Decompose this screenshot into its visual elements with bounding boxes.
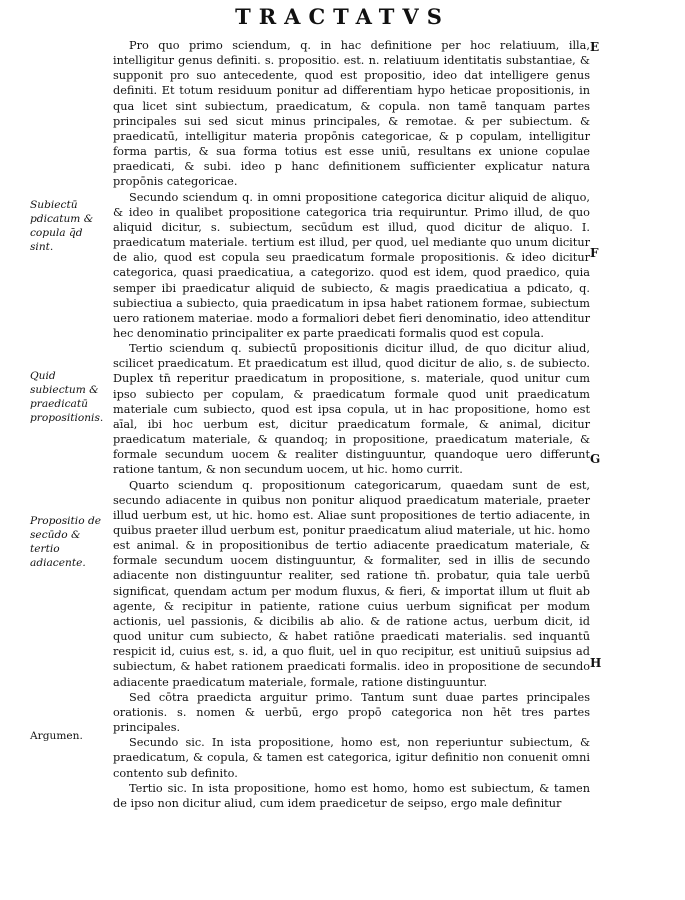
margin-letter-g: G [590,452,601,466]
margin-letter-h: H [590,656,602,670]
margin-note-argumen: Argumen. [30,730,83,742]
paragraph-7: Tertio sic. In ista propositione, homo est homo, homo est subiectum, & tamen de ipso non dicitur aliud, cum idem praedicetur de seipso, ergo male definitur [113,781,590,810]
paragraph-4: Quarto sciendum q. propositionum categoricarum, quaedam sunt de est, secundo adiacente in quibus non ponitur aliquod praedicatum materiale, praeter illud uerbum est, ut hic. homo est. Aliae sunt propositiones de tertio adiacente, in quibus praeter illud uerbum est, ponitur praedicatum aliud materiale, ut hic. homo est animal. & in propositionibus de tertio adiacente praedicatum materiale, & formale secundum uocem distinguuntur, & formaliter, sed in illis de secundo adiacente non distinguuntur realiter, sed ratione tn̄. probatur, quia tale uerbū significat, quendam actum per modum fluxus, & fieri, & importat illum ut fluit ab agente, & recipitur in patiente, ratione cuius uerbum significat per modum actionis, uel passionis, & dicibilis ab alio. & de ratione actus, uerbum dicit, id quod unitur cum subiecto, & habet ratiōne praedicati materialis. sed inquantū respicit id, cuius est, s. id, a quo fluit, uel in quo recipitur, est unitiuū suipsius ad subiectum, & habet rationem praedicati formalis. ideo in propositione de secundo adiacente praedicatum materiale, formale, ratione distinguuntur. [113,478,590,689]
margin-letter-e: E [590,40,600,54]
paragraph-2: Secundo sciendum q. in omni propositione categorica dicitur aliquid de aliquo, & ideo in qualibet propositione categorica tria requiruntur. Primo illud, de quo aliquid dicitur, s. subiectum, secūdum est illud, quod dicitur de aliquo. I. praedicatum materiale. tertium est illud, per quod, uel mediante quo unum dicitur de alio, quod est copula seu praedicatum formale propositionis. & ideo dicitur categorica, quasi praedicatiua, a categorizo. quod est idem, quod praedico, quia semper ibi praedicatur aliquid de subiecto, & magis praedicatiua a pdicato, q. subiectiua a subiecto, quia praedicatum in ipsa habet rationem formae, subiectum uero rationem materiae. modo a formaliori debet fieri denominatio, ideo attenditur hec denominatio principaliter ex parte praedicati formalis quod est copula. [113,190,590,340]
running-title: TRACTATVS [235,4,450,29]
margin-letter-f: F [590,246,599,260]
paragraph-1: Pro quo primo sciendum, q. in hac definitione per hoc relatiuum, illa, intelligitur genus definiti. s. propositio. est. n. relatiuum identitatis substantiae, & supponit pro suo antecedente, quod est propositio, ideo dat intelligere genus definiti. Et totum residuum ponitur ad differentiam hypo heticae propositionis, in qua licet sint subiectum, praedicatum, & copula. non tamē tanquam partes principales sui sed sicut minus principales, & remotae. & per subiectum. & praedicatū, intelligitur materia propōnis categoricae, & p copulam, intelligitur forma partis, & sua forma totius est esse uniū, resultans ex unione copulae praedicati, & subi. ideo p hanc definitionem sufficienter explicatur natura propōnis categoricae. [113,39,590,189]
paragraph-6: Secundo sic. In ista propositione, homo est, non reperiuntur subiectum, & praedicatum, & copula, & tamen est categorica, igitur definitio non conuenit omni contento sub definito. [113,736,590,780]
body-text [113,38,590,811]
margin-note-subiectum: Subiectū pdicatum & copula q̄d sint. [30,199,94,253]
paragraph-5: Sed cōtra praedicta arguitur primo. Tantum sunt duae partes principales orationis. s. nomen & uerbū, ergo propō categorica non hēt tres partes principales. [113,690,590,735]
paragraph-3: Tertio sciendum q. subiectū propositionis dicitur illud, de quo dicitur aliud, scilicet praedicatum. Et praedicatum est illud, quod dicitur de alio, s. de subiecto. Duplex tn̄ reperitur praedicatum in propositione, s. materiale, quod unitur cum ipso subiecto per copulam, & praedicatum formale quod unit praedicatum materiale cum subiecto, quod est ipsa copula, ut in hac propositione, homo est aīal, ibi hoc uerbum est, dicitur praedicatum formale, & animal, dicitur praedicatum materiale, & quandoq; in propositione, praedicatum materiale, & formale secundum uocem & realiter distinguuntur, quandoque uero differunt ratione tantum, & non secundum uocem, ut hic. homo currit. [113,342,590,477]
margin-note-propositio: Propositio de secūdo & tertio adiacente. [30,515,101,569]
margin-note-quid-subiectum: Quid subiectum & praedicatū propositionis. [30,370,104,424]
